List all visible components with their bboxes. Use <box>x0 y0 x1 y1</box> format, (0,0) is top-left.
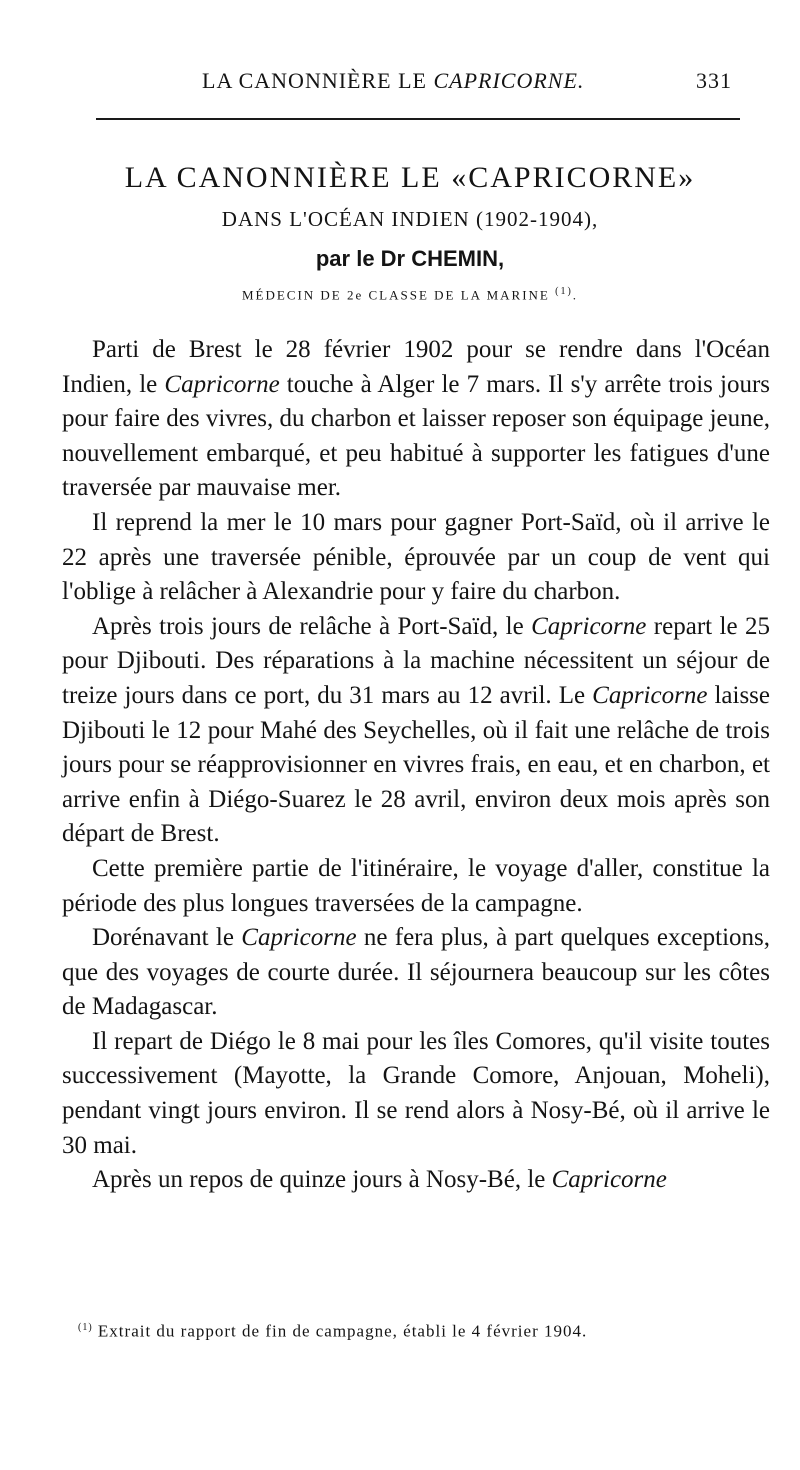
paragraph-p3 <box>62 610 770 852</box>
header-rule <box>96 118 740 120</box>
paragraph-text: Dorénavant le <box>92 924 242 952</box>
running-head <box>90 68 740 98</box>
article-title: LA CANONNIÈRE LE «CAPRICORNE» <box>124 161 696 194</box>
paragraph-text: ne fera plus, à part quelques exceptions, que des voyages de courte durée. Il séjournera beaucoup sur les côtes de Madagascar. <box>62 924 771 1021</box>
author-affiliation: MÉDECIN DE 2e CLASSE DE LA MARINE $^{(1)}$. <box>241 286 579 303</box>
footnote <box>78 1316 760 1344</box>
paragraph-text: Il repart de Diégo le 8 mai pour les îles Comores, qu'il visite toutes successivement (Mayotte, la Grande Comore, Anjouan, Moheli), pendant vingt jours environ. Il se rend alors à Nosy-Bé, où il arrive le 30 mai. <box>62 1027 770 1159</box>
ship-name: Capricorne <box>531 612 647 640</box>
ship-name: Capricorne <box>551 1166 667 1194</box>
paragraph-text: repart le 25 pour Djibouti. Des réparations à la machine nécessitent un séjour de treize jours dans ce port, du 31 mars au 12 avril. Le <box>62 612 770 709</box>
paragraph-text: laisse Djibouti le 12 pour Mahé des Seychelles, où il fait une relâche de trois jours pour se réapprovisionner en vivres frais, en eau, et en charbon, et arrive enfin à Diégo-Suarez le 28 avril, environ deux mois après son départ de Brest. <box>62 681 771 848</box>
author-byline: par le Dr CHEMIN, <box>315 246 505 271</box>
page-number: 331 <box>696 68 732 93</box>
paragraph-p5 <box>62 921 770 1025</box>
paragraph-p4 <box>62 852 770 921</box>
affiliation-text: MÉDECIN DE 2e CLASSE DE LA MARINE <box>241 287 550 303</box>
paragraph-p6 <box>62 1025 770 1163</box>
paragraph-text: Cette première partie de l'itinéraire, le voyage d'aller, constitue la période des plus longues traversées de la campagne. <box>62 854 770 917</box>
footnote-text: Extrait du rapport de fin de campagne, établi le 4 février 1904. <box>92 1321 588 1341</box>
ship-name: Capricorne <box>241 924 357 952</box>
paragraph-text: Après un repos de quinze jours à Nosy-Bé, le <box>92 1166 552 1194</box>
paragraph-text: Il reprend la mer le 10 mars pour gagner Port-Saïd, où il arrive le 22 après une traversée pénible, éprouvée par un coup de vent qui l'oblige à relâcher à Alexandrie pour y faire du charbon. <box>62 508 770 606</box>
running-title-prefix: LA CANONNIÈRE LE <box>202 68 434 93</box>
paragraph-text: Après trois jours de relâche à Port-Saïd, le <box>92 612 532 640</box>
paragraph-p2 <box>62 506 770 610</box>
paragraph-p1 <box>62 333 770 506</box>
paragraph-text: touche à Alger le 7 mars. Il s'y arrête trois jours pour faire des vivres, du charbon et laisser reposer son équipage jeune, nouvellement embarqué, et peu habitué à supporter les fatigues d'une traversée par mauvaise mer. <box>62 370 770 502</box>
article-body <box>62 333 770 1198</box>
paragraph-p7 <box>62 1163 770 1198</box>
running-title-italic: CAPRICORNE. <box>433 68 585 93</box>
paragraph-text: Parti de Brest le 28 février 1902 pour se rendre dans l'Océan Indien, le <box>62 336 770 398</box>
title-block <box>60 158 760 305</box>
ship-name: Capricorne <box>592 681 708 709</box>
ship-name: Capricorne <box>164 370 280 398</box>
article-subtitle: DANS L'OCÉAN INDIEN (1902-1904), <box>221 207 599 231</box>
running-title <box>202 68 584 94</box>
footnote-reference: (1) <box>555 286 573 297</box>
footnote-marker: (1) <box>78 1322 93 1333</box>
